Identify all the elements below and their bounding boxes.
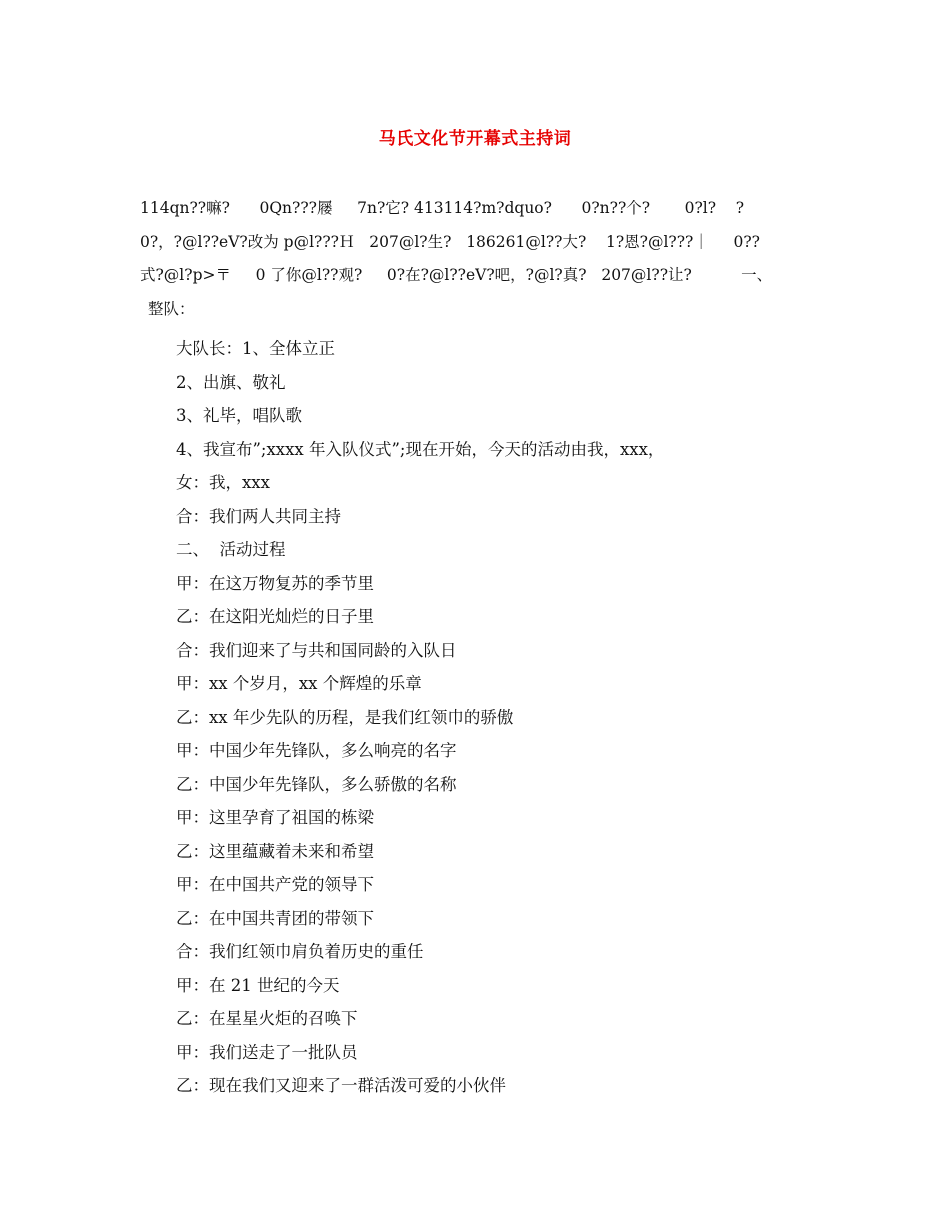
script-line: 乙：在这阳光灿烂的日子里 xyxy=(176,607,374,626)
script-line: 4、我宣布”;xxxx 年入队仪式”;现在开始，今天的活动由我，xxx， xyxy=(176,439,665,459)
script-line: 乙：在星星火炬的召唤下 xyxy=(176,1009,358,1028)
script-line: 甲：在 21 世纪的今天 xyxy=(176,975,340,995)
script-line: 乙：在中国共青团的带领下 xyxy=(176,908,374,928)
script-line: 2、出旗、敬礼 xyxy=(176,372,286,392)
section-heading-activity: 二、 活动过程 xyxy=(176,540,286,559)
script-line: 乙：xx 年少先队的历程，是我们红领巾的骄傲 xyxy=(176,707,514,727)
section-heading-line-up: 整队： xyxy=(148,299,195,318)
script-line: 甲：在这万物复苏的季节里 xyxy=(176,573,374,593)
script-line: 乙：这里蕴藏着未来和希望 xyxy=(176,841,374,861)
script-line: 甲：xx 个岁月，xx 个辉煌的乐章 xyxy=(176,674,422,693)
script-line: 甲：中国少年先锋队，多么响亮的名字 xyxy=(176,741,457,760)
script-line: 乙：中国少年先锋队，多么骄傲的名称 xyxy=(176,774,457,794)
script-body xyxy=(176,332,836,1103)
script-line: 合：我们红领巾肩负着历史的重任 xyxy=(176,942,424,961)
garbled-line: 114qn??嘛? 0Qn???屦 7n?它? 413114?m?dquo? 0?n??个? 0?l? ? xyxy=(140,199,745,217)
document-title: 马氏文化节开幕式主持词 xyxy=(378,129,572,149)
garbled-line: 0?，?@l??eV?改为 p@l???Ｈ 207@l?生? 186261@l??大? 1?恩?@l???｜ 0?? xyxy=(140,232,760,251)
script-line: 女：我，xxx xyxy=(176,473,270,492)
script-line: 合：我们迎来了与共和国同龄的入队日 xyxy=(176,640,457,660)
script-line: 大队长：1、全体立正 xyxy=(176,339,335,358)
script-line: 甲：我们送走了一批队员 xyxy=(176,1042,358,1062)
script-line: 甲：在中国共产党的领导下 xyxy=(176,875,374,894)
garbled-paragraph xyxy=(140,192,830,326)
script-line: 合：我们两人共同主持 xyxy=(176,506,341,526)
script-line: 甲：这里孕育了祖国的栋梁 xyxy=(176,808,374,827)
script-line: 乙：现在我们又迎来了一群活泼可爱的小伙伴 xyxy=(176,1076,506,1095)
garbled-line: 式?@l?p>〒 0 了你@l??观? 0?在?@l??eV?吧，?@l?真? 207@l??让? 一、 xyxy=(140,266,773,284)
script-line: 3、礼毕，唱队歌 xyxy=(176,406,302,425)
